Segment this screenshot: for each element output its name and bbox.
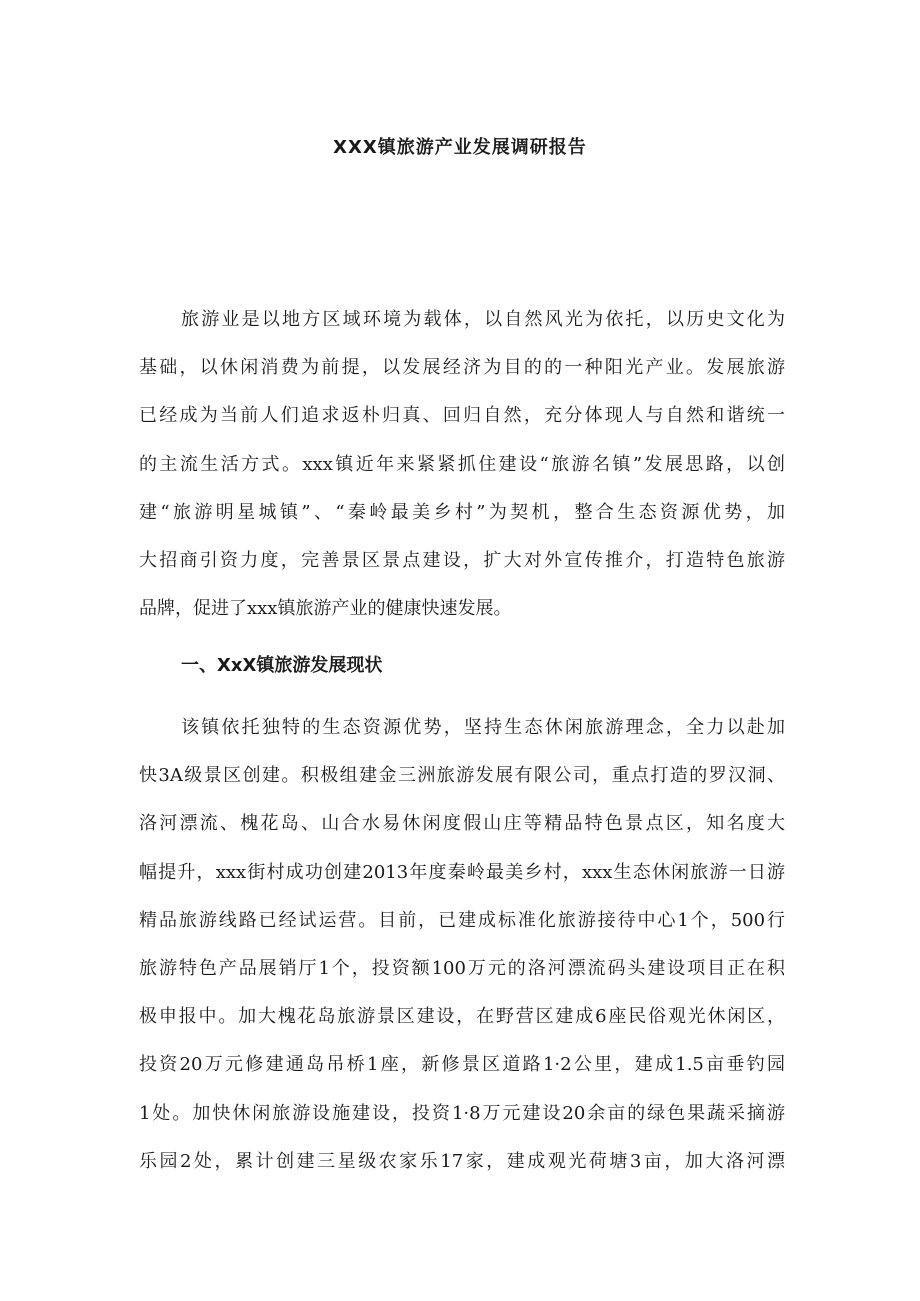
paragraph-line: 乐园2处，累计创建三星级农家乐17家，建成观光荷塘3亩，加大洛河漂 xyxy=(139,1150,785,1172)
paragraph-line: 洛河漂流、槐花岛、山合水易休闲度假山庄等精品特色景点区，知名度大 xyxy=(139,813,785,835)
paragraph-line: 该镇依托独特的生态资源优势，坚持生态休闲旅游理念，全力以赴加 xyxy=(181,717,785,738)
paragraph-line: 精品旅游线路已经试运营。目前，已建成标准化旅游接待中心1个，500行 xyxy=(139,909,785,931)
paragraph-line: 快3A级景区创建。积极组建金三洲旅游发展有限公司，重点打造的罗汉洞、 xyxy=(139,765,785,787)
section-paragraph xyxy=(139,704,785,1186)
paragraph-line: 大招商引资力度，完善景区景点建设，扩大对外宣传推介，打造特色旅游 xyxy=(139,550,785,572)
paragraph-line: 基础，以休闲消费为前提，以发展经济为目的的一种阳光产业。发展旅游 xyxy=(139,357,785,379)
document-title: XXX镇旅游产业发展调研报告 xyxy=(333,137,587,158)
intro-paragraph xyxy=(139,296,785,633)
paragraph-line: 品牌，促进了xxx镇旅游产业的健康快速发展。 xyxy=(139,598,512,620)
section-heading: 一、XxX镇旅游发展现状 xyxy=(181,655,383,676)
paragraph-line: 幅提升，xxx街村成功创建2013年度秦岭最美乡村，xxx生态休闲旅游一日游 xyxy=(139,861,785,883)
paragraph-line: 的主流生活方式。xxx镇近年来紧紧抓住建设“旅游名镇”发展思路，以创 xyxy=(139,453,785,475)
paragraph-line: 旅游特色产品展销厅1个，投资额100万元的洛河漂流码头建设项目正在积 xyxy=(139,958,785,980)
paragraph-line: 旅游业是以地方区域环境为载体，以自然风光为依托，以历史文化为 xyxy=(181,309,785,330)
paragraph-line: 投资20万元修建通岛吊桥1座，新修景区道路1·2公里，建成1.5亩垂钓园 xyxy=(139,1054,785,1076)
paragraph-line: 已经成为当前人们追求返朴归真、回归自然，充分体现人与自然和谐统一 xyxy=(139,405,785,427)
paragraph-line: 建“旅游明星城镇”、“秦岭最美乡村”为契机，整合生态资源优势，加 xyxy=(139,501,785,523)
paragraph-line: 1处。加快休闲旅游设施建设，投资1·8万元建设20余亩的绿色果蔬采摘游 xyxy=(139,1102,785,1124)
paragraph-line: 极申报中。加大槐花岛旅游景区建设，在野营区建成6座民俗观光休闲区， xyxy=(139,1006,785,1028)
